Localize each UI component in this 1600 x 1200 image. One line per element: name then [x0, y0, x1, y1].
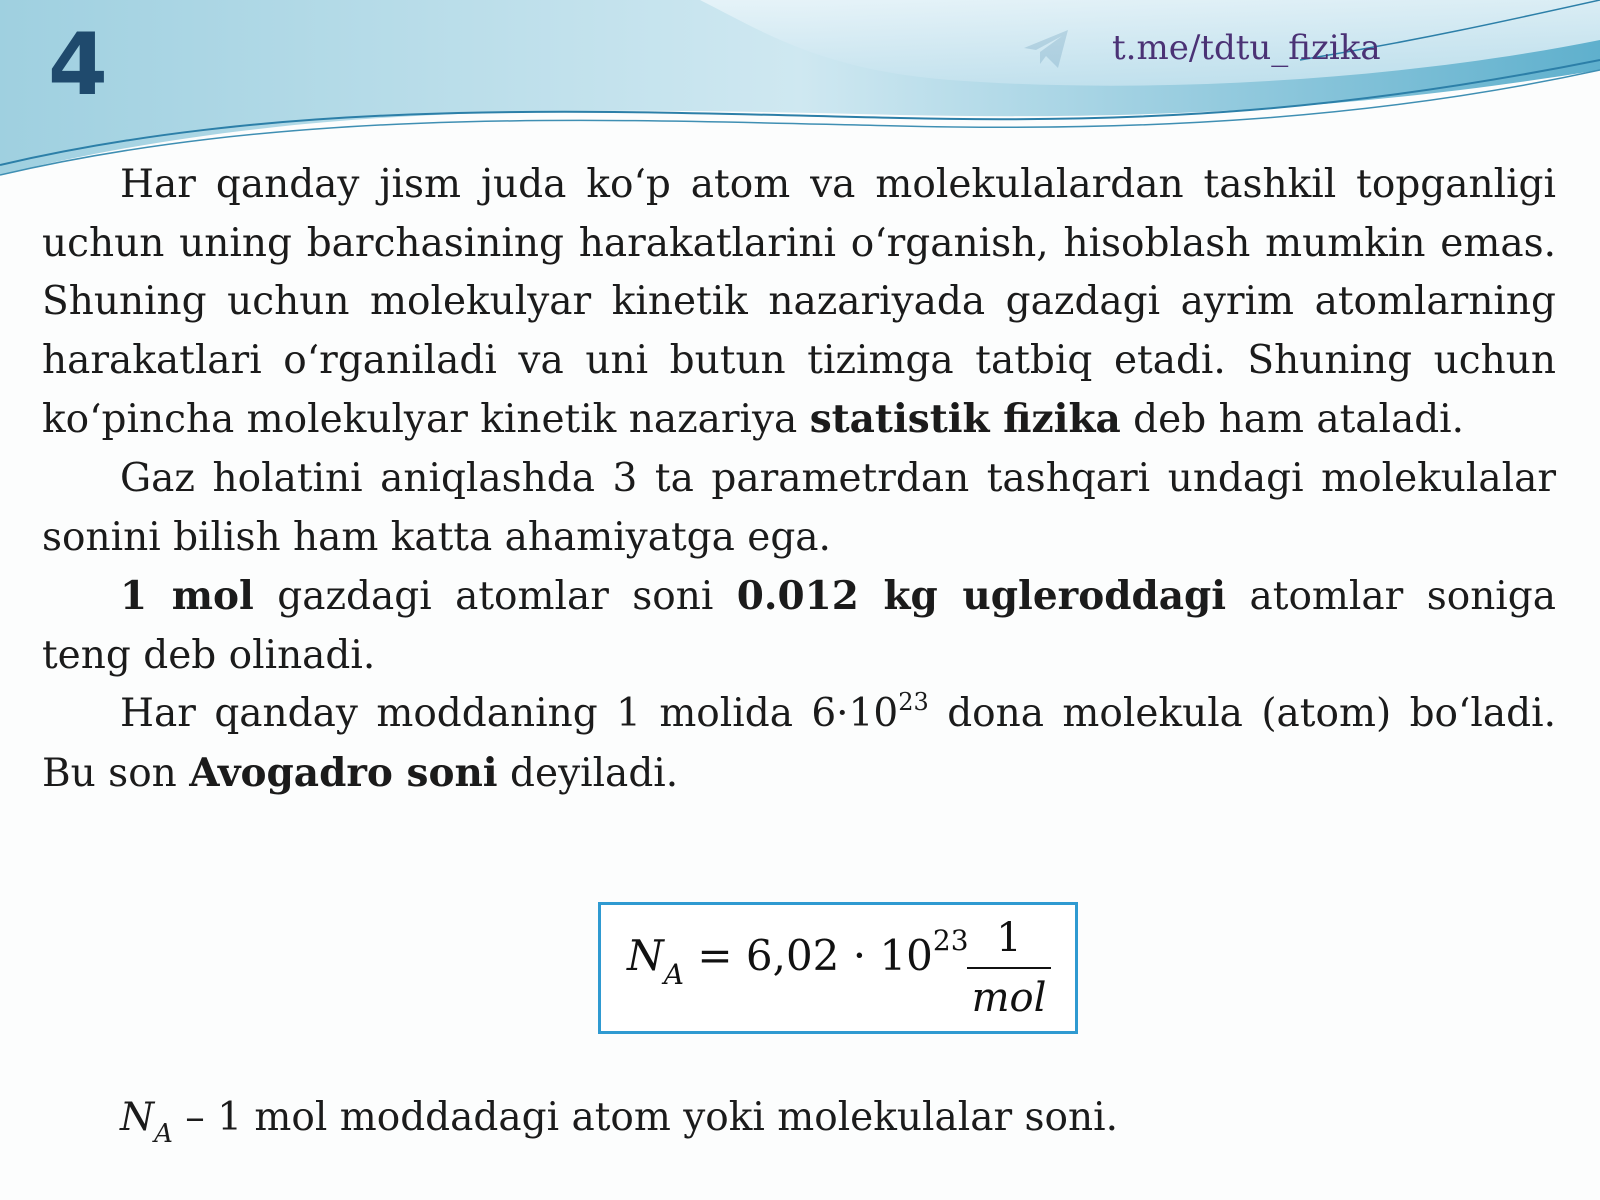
formula-symbol: N: [627, 931, 664, 980]
paragraph-2: Gaz holatini aniqlashda 3 ta parametrdan tashqari undagi molekulalar sonini bilish ham katta ahamiyatga ega.: [42, 455, 1556, 560]
footnote-definition: [120, 1095, 1118, 1149]
paragraph-3: 1 mol gazdagi atomlar soni 0.012 kg ugleroddagi atomlar soniga teng deb olinadi.: [42, 573, 1556, 678]
formula-value: = 6,02 · 10: [683, 931, 933, 980]
fraction-denominator: mol: [971, 975, 1047, 1021]
bold-term-1-mol: 1 mol: [120, 573, 254, 620]
formula-exponent: 23: [932, 924, 969, 957]
footnote-symbol: N: [120, 1095, 155, 1140]
formula-subscript: A: [663, 958, 684, 991]
channel-link[interactable]: t.me/tdtu_fizika: [1112, 28, 1381, 68]
slide-body: [42, 156, 1556, 804]
bold-term-statistik-fizika: statistik fizika: [809, 396, 1121, 443]
fraction-bar: [967, 967, 1051, 969]
slide-number: 4: [48, 15, 106, 115]
footnote-text: – 1 mol moddadagi atom yoki molekulalar soni.: [172, 1095, 1118, 1140]
telegram-icon: [1018, 20, 1074, 76]
bold-term-avogadro: Avogadro soni: [189, 749, 498, 796]
paragraph-1: Har qanday jism juda koʻp atom va molekulalardan tashkil topganligi uchun uning barchasining harakatlarini oʻrganish, hisoblash mumkin emas. Shuning uchun molekulyar kinetik nazariyada gazdagi ayrim atomlarning harakatlari oʻrganiladi va uni butun tizimga tatbiq etadi. Shuning uchun koʻpincha molekulyar kinetik nazariya statistik fizika deb ham ataladi.: [42, 162, 1556, 443]
formula-fraction: [967, 915, 1051, 1021]
avogadro-formula-box: [598, 902, 1078, 1034]
bold-term-carbon: 0.012 kg ugleroddagi: [736, 573, 1227, 620]
exponent: 23: [898, 688, 929, 717]
avogadro-formula: [627, 915, 1047, 1021]
footnote-subscript: A: [154, 1119, 173, 1149]
paragraph-4: Har qanday moddaning 1 molida $6\cdot 10^{23}$ dona molekula (atom) boʻladi. Bu son Avogadro soni deyiladi.: [42, 688, 1556, 796]
fraction-numerator: 1: [996, 915, 1022, 961]
